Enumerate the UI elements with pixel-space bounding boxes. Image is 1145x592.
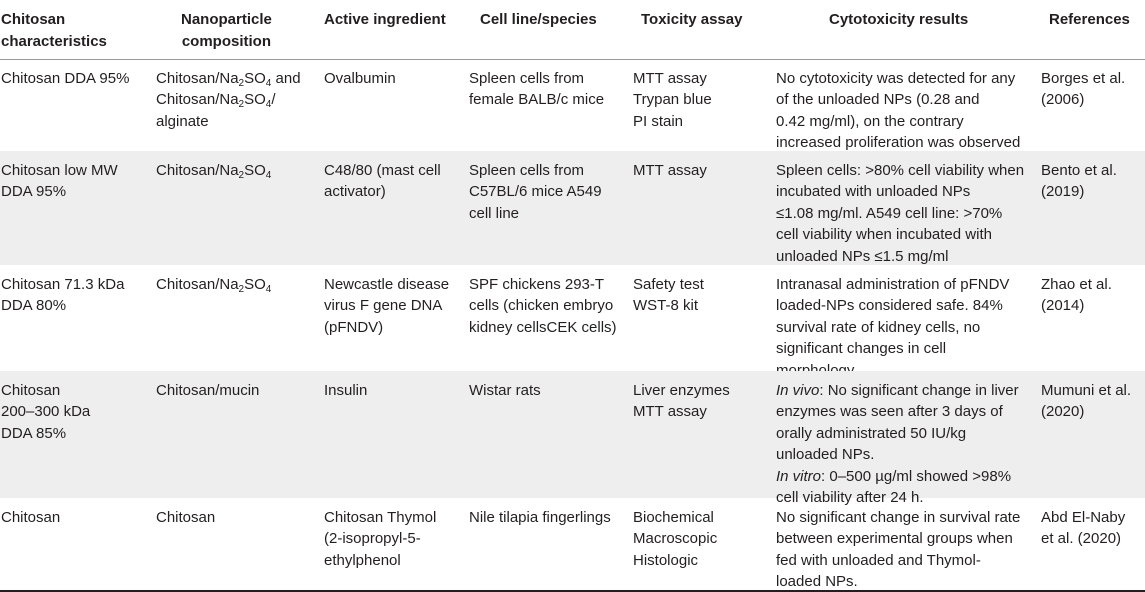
table-row [0, 498, 1145, 590]
header-cell-line-species: Cell line/species [480, 11, 597, 28]
table-row [0, 265, 1145, 371]
cell-references: Zhao et al. (2014) [1041, 276, 1112, 315]
cell-references: Abd El-Naby et al. (2020) [1041, 509, 1126, 548]
cell-active-ingredient: C48/80 (mast cell activator) [324, 162, 441, 201]
cell-chitosan: Chitosan 71.3 kDa DDA 80% [1, 276, 125, 315]
cell-chitosan: Chitosan [1, 509, 61, 526]
cell-toxicity-assay: Biochemical Macroscopic Histologic [633, 509, 718, 569]
cell-cell-line: SPF chickens 293-T cells (chicken embryo kidney cellsCEK cells) [469, 276, 617, 336]
cell-composition: Chitosan/$Na_2SO_4$ and Chitosan/$Na_2SO_4/$ alginate [156, 70, 301, 130]
cell-cytotoxicity-results: No cytotoxicity was detected for any of the unloaded NPs (0.28 and 0.42 mg/ml), on the contrary increased proliferation was observed [776, 70, 1021, 152]
cell-active-ingredient: Newcastle disease virus F gene DNA (pFNDV) [324, 276, 450, 336]
cell-chitosan: Chitosan 200–300 kDa DDA 85% [1, 382, 91, 442]
chem-formula: Chitosan/$Na_2SO_4$ [156, 70, 272, 89]
cell-toxicity-assay: MTT assay [633, 162, 707, 179]
cell-references: Borges et al. (2006) [1041, 70, 1126, 109]
cell-references: Mumuni et al. (2020) [1041, 382, 1132, 421]
chem-formula: Chitosan/$Na_2SO_4$ [156, 91, 272, 111]
header-cytotoxicity-results: Cytotoxicity results [829, 11, 969, 28]
cell-references: Bento et al. (2019) [1041, 162, 1117, 201]
cell-composition [156, 274, 271, 295]
cell-composition: Chitosan [156, 509, 216, 526]
cell-toxicity-assay: Liver enzymes MTT assay [633, 382, 730, 421]
header-active-ingredient: Active ingredient [324, 11, 446, 28]
cell-cytotoxicity-results: In vivo: No significant change in liver enzymes was seen after 3 days of orally administrated 50 IU/kg unloaded NPs. In vitro: 0–500 µg/ml showed >98% cell viability after 24 h. [776, 382, 1019, 507]
table-header [0, 0, 1145, 60]
cell-active-ingredient: Insulin [324, 382, 368, 399]
cell-cell-line: Spleen cells from female BALB/c mice [469, 70, 605, 109]
cell-composition: Chitosan/mucin [156, 382, 260, 399]
header-nanoparticle-composition: Nanoparticle composition [181, 11, 272, 50]
table-row [0, 59, 1145, 151]
table-row [0, 151, 1145, 265]
cell-cytotoxicity-results: Intranasal administration of pFNDV loaded-NPs considered safe. 84% survival rate of kidney cells, no significant changes in cell [776, 276, 1010, 358]
header-chitosan-characteristics: Chitosan characteristics [1, 11, 107, 50]
cell-toxicity-assay: MTT assay Trypan blue PI stain [633, 70, 712, 130]
cell-cytotoxicity-results: Spleen cells: >80% cell viability when incubated with unloaded NPs ≤1.08 mg/ml. A549 cell line: >70% cell viability when incubated with unloaded NPs ≤1.5 mg/ml [776, 162, 1025, 265]
cell-toxicity-assay: Safety test WST-8 kit [633, 276, 704, 315]
cell-composition [156, 160, 271, 181]
header-references: References [1049, 11, 1130, 28]
header-toxicity-assay: Toxicity assay [641, 11, 743, 28]
cell-cell-line: Wistar rats [469, 382, 541, 399]
cell-active-ingredient: Ovalbumin [324, 70, 396, 87]
cell-chitosan: Chitosan DDA 95% [1, 70, 130, 87]
cell-cytotoxicity-results: No significant change in survival rate between experimental groups when fed with unloaded and Thymol- loaded NPs. [776, 509, 1021, 591]
cell-cell-line: Spleen cells from C57BL/6 mice A549 cell line [469, 162, 602, 222]
chem-formula: Chitosan/$Na_2SO_4$ [156, 162, 272, 181]
chem-formula: Chitosan/$Na_2SO_4$ [156, 276, 272, 295]
cell-cell-line: Nile tilapia fingerlings [469, 509, 611, 526]
cell-active-ingredient: Chitosan Thymol (2-isopropyl-5- ethylphenol [324, 509, 437, 569]
cell-chitosan: Chitosan low MW DDA 95% [1, 162, 118, 201]
table-row [0, 371, 1145, 507]
